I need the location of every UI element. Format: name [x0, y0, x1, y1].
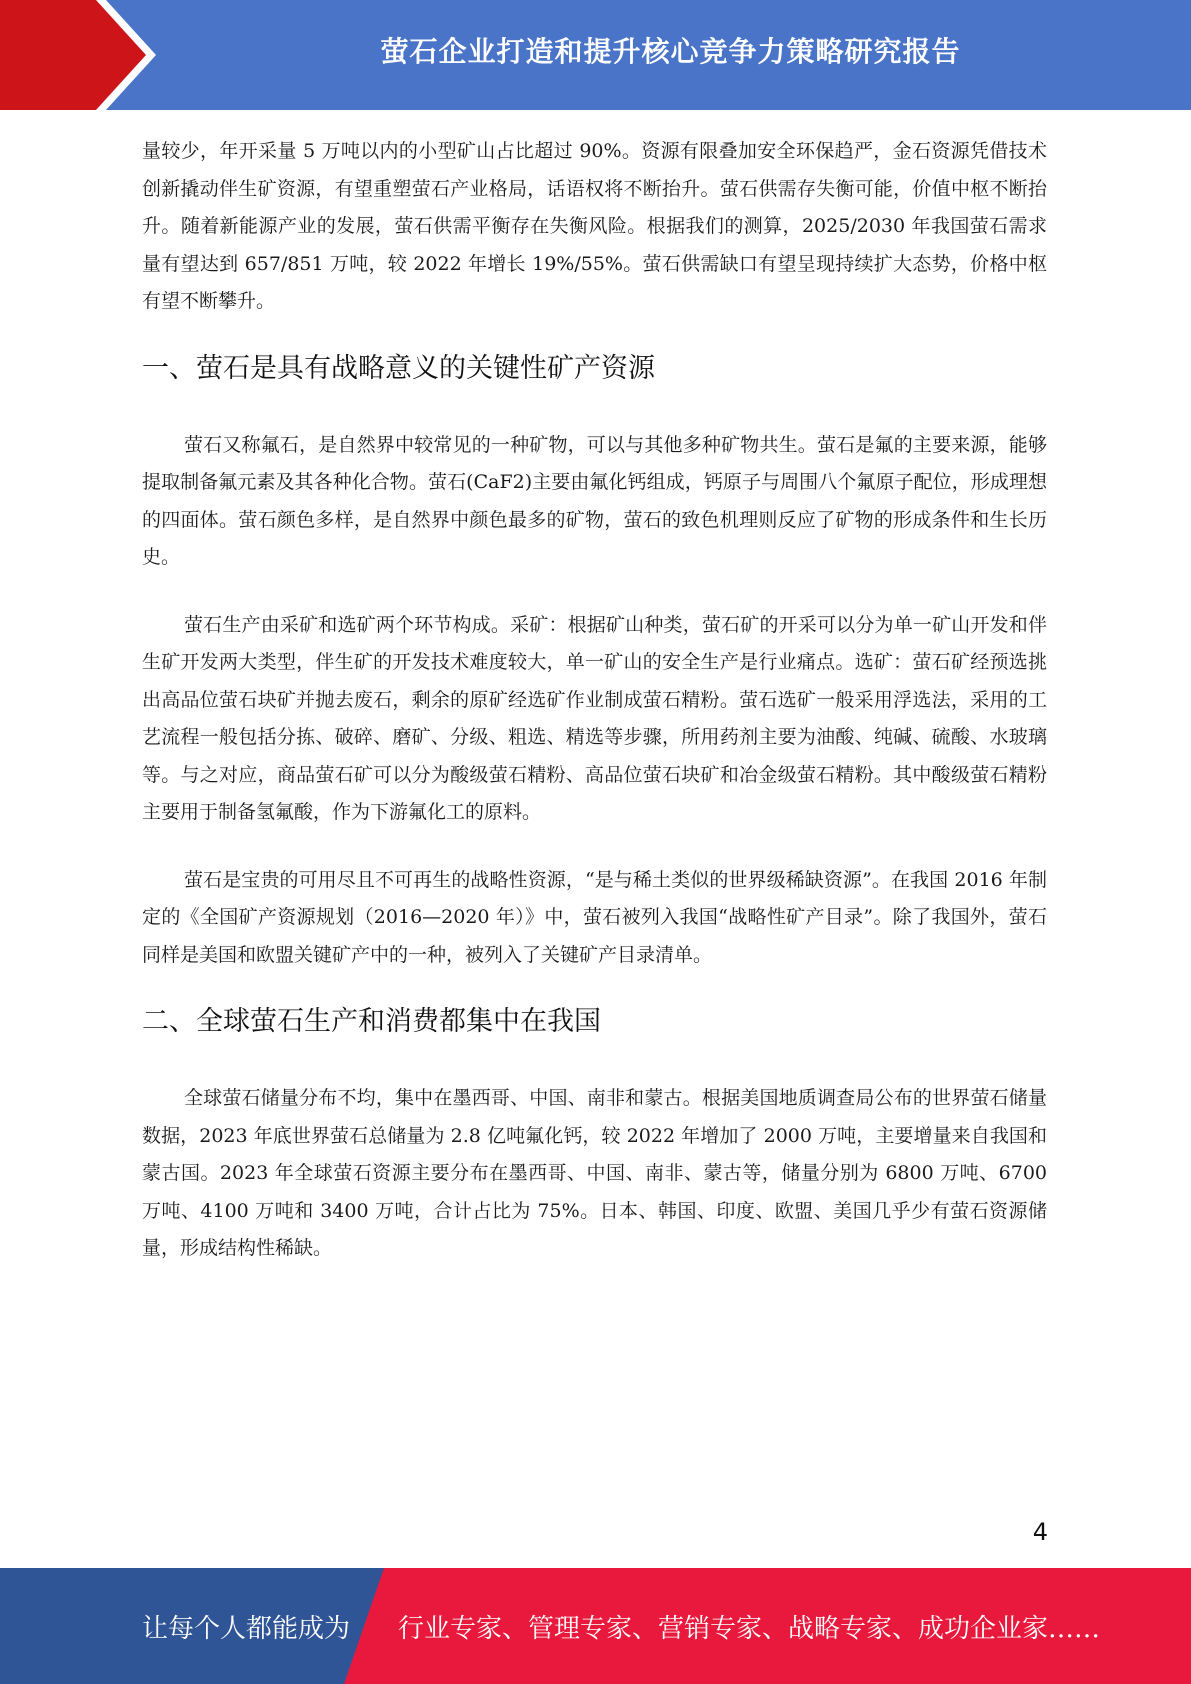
- report-title: 萤石企业打造和提升核心竞争力策略研究报告: [380, 35, 961, 68]
- report-header-banner: [0, 0, 1191, 110]
- footer-slogan-right: 行业专家、管理专家、营销专家、战略专家、成功企业家……: [398, 1613, 1101, 1644]
- intro-paragraph: 量较少，年开采量 5 万吨以内的小型矿山占比超过 90%。资源有限叠加安全环保趋严，金石资源凭借技术创新撬动伴生矿资源，有望重塑萤石产业格局，话语权将不断抬升。萤石供需存失衡可能，价值中枢不断抬升。随着新能源产业的发展，萤石供需平衡存在失衡风险。根据我们的测算，2025/2030 年我国萤石需求量有望达到 657/851 万吨，较 2022 年增长 19%/55%。萤石供需缺口有望呈现持续扩大态势，价格中枢有望不断攀升。: [142, 140, 1047, 312]
- section1-paragraph: 萤石生产由采矿和选矿两个环节构成。采矿：根据矿山种类，萤石矿的开采可以分为单一矿山开发和伴生矿开发两大类型，伴生矿的开发技术难度较大，单一矿山的安全生产是行业痛点。选矿：萤石矿经预选挑出高品位萤石块矿并抛去废石，剩余的原矿经选矿作业制成萤石精粉。萤石选矿一般采用浮选法，采用的工艺流程一般包括分拣、破碎、磨矿、分级、粗选、精选等步骤，所用药剂主要为油酸、纯碱、硫酸、水玻璃等。与之对应，商品萤石矿可以分为酸级萤石精粉、高品位萤石块矿和冶金级萤石精粉。其中酸级萤石精粉主要用于制备氢氟酸，作为下游氟化工的原料。: [142, 613, 1047, 823]
- footer-banner: [0, 1568, 1191, 1684]
- section-heading-2: 二、全球萤石生产和消费都集中在我国: [142, 1006, 601, 1037]
- document-body: [142, 133, 1047, 1268]
- section1-paragraph: 萤石是宝贵的可用尽且不可再生的战略性资源，“是与稀土类似的世界级稀缺资源”。在我国 2016 年制定的《全国矿产资源规划（2016—2020 年）》中，萤石被列入我国“战略性矿产目录”。除了我国外，萤石同样是美国和欧盟关键矿产中的一种，被列入了关键矿产目录清单。: [142, 868, 1047, 966]
- section-heading-1: 一、萤石是具有战略意义的关键性矿产资源: [142, 352, 655, 384]
- page-number: 4: [1032, 1518, 1048, 1546]
- section1-paragraph: 萤石又称氟石，是自然界中较常见的一种矿物，可以与其他多种矿物共生。萤石是氟的主要来源，能够提取制备氟元素及其各种化合物。萤石(CaF2)主要由氟化钙组成，钙原子与周围八个氟原子配位，形成理想的四面体。萤石颜色多样，是自然界中颜色最多的矿物，萤石的致色机理则反应了矿物的形成条件和生长历史。: [142, 433, 1047, 568]
- header-chevron-decoration: [0, 0, 160, 110]
- footer-slogan-left: 让每个人都能成为: [142, 1613, 351, 1644]
- section2-paragraph: 全球萤石储量分布不均，集中在墨西哥、中国、南非和蒙古。根据美国地质调查局公布的世界萤石储量数据，2023 年底世界萤石总储量为 2.8 亿吨氟化钙，较 2022 年增加了 2000 万吨，主要增量来自我国和蒙古国。2023 年全球萤石资源主要分布在墨西哥、中国、南非、蒙古等，储量分别为 6800 万吨、6700 万吨、4100 万吨和 3400 万吨，合计占比为 75%。日本、韩国、印度、欧盟、美国几乎少有萤石资源储量，形成结构性稀缺。: [142, 1087, 1047, 1259]
